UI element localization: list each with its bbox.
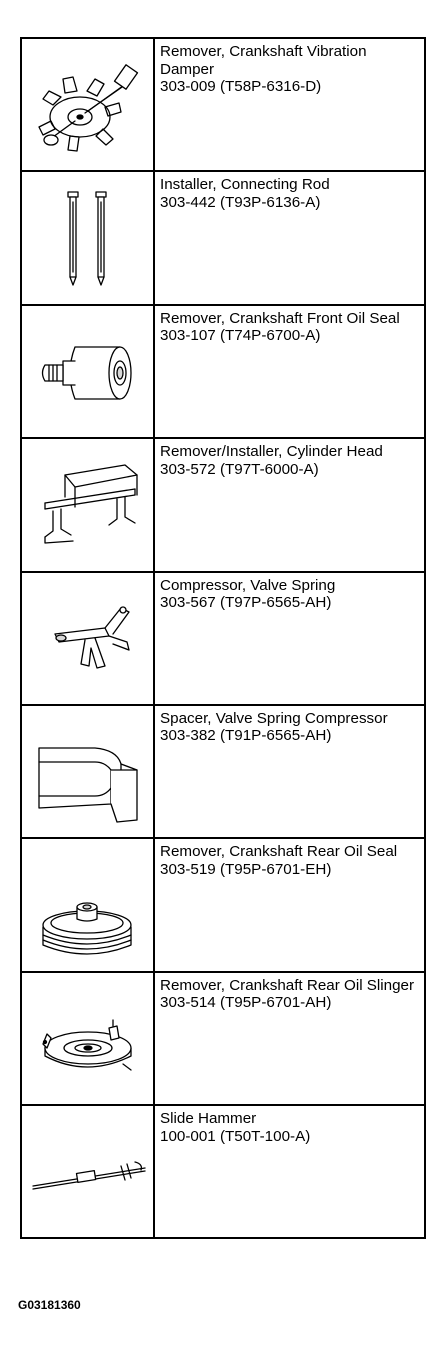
tool-row xyxy=(22,839,424,972)
tool-row xyxy=(22,39,424,172)
tool-description xyxy=(155,439,424,570)
valve-spring-compressor-illustration xyxy=(22,573,155,704)
tool-row xyxy=(22,573,424,706)
tool-number: 303-572 (T97T-6000-A) xyxy=(160,460,319,478)
tool-description xyxy=(155,306,424,437)
tool-description xyxy=(155,1106,424,1237)
tool-name: Compressor, Valve Spring xyxy=(160,576,336,594)
tool-name: Remover, Crankshaft Front Oil Seal xyxy=(160,309,400,327)
tool-description xyxy=(155,39,424,170)
tool-number: 303-382 (T91P-6565-AH) xyxy=(160,727,332,745)
tool-description xyxy=(155,706,424,837)
tool-description xyxy=(155,573,424,704)
tool-row xyxy=(22,439,424,572)
tool-description xyxy=(155,973,424,1104)
rear-oil-slinger-remover-illustration xyxy=(22,973,155,1104)
connecting-rod-installer-illustration xyxy=(22,172,155,303)
tool-number: 303-107 (T74P-6700-A) xyxy=(160,327,321,345)
tool-name: Remover, Crankshaft Vibration Damper xyxy=(160,43,367,78)
tool-number: 303-567 (T97P-6565-AH) xyxy=(160,594,332,612)
slide-hammer-illustration xyxy=(22,1106,155,1237)
tool-number: 303-009 (T58P-6316-D) xyxy=(160,78,322,95)
tool-row xyxy=(22,172,424,305)
cylinder-head-remover-installer-illustration xyxy=(22,439,155,570)
tool-row xyxy=(22,306,424,439)
tool-number: 100-001 (T50T-100-A) xyxy=(160,1127,311,1145)
tool-row xyxy=(22,706,424,839)
tool-description xyxy=(155,839,424,970)
tool-name: Remover, Crankshaft Rear Oil Slinger xyxy=(160,976,415,994)
tool-row xyxy=(22,1106,424,1237)
figure-id: G03181360 xyxy=(18,1298,81,1312)
special-tools-table xyxy=(20,37,426,1239)
valve-spring-spacer-illustration xyxy=(22,706,155,837)
tool-description xyxy=(155,172,424,303)
tool-row xyxy=(22,973,424,1106)
tool-name: Remover, Crankshaft Rear Oil Seal xyxy=(160,843,398,861)
front-oil-seal-remover-illustration xyxy=(22,306,155,437)
tool-number: 303-519 (T95P-6701-EH) xyxy=(160,860,332,878)
tool-number: 303-442 (T93P-6136-A) xyxy=(160,193,321,211)
vibration-damper-remover-illustration xyxy=(22,39,155,170)
tool-number: 303-514 (T95P-6701-AH) xyxy=(160,994,332,1012)
tool-name: Slide Hammer xyxy=(160,1110,257,1128)
tool-name: Remover/Installer, Cylinder Head xyxy=(160,443,383,461)
tool-name: Spacer, Valve Spring Compressor xyxy=(160,709,388,727)
tool-name: Installer, Connecting Rod xyxy=(160,176,330,194)
rear-oil-seal-remover-illustration xyxy=(22,839,155,970)
